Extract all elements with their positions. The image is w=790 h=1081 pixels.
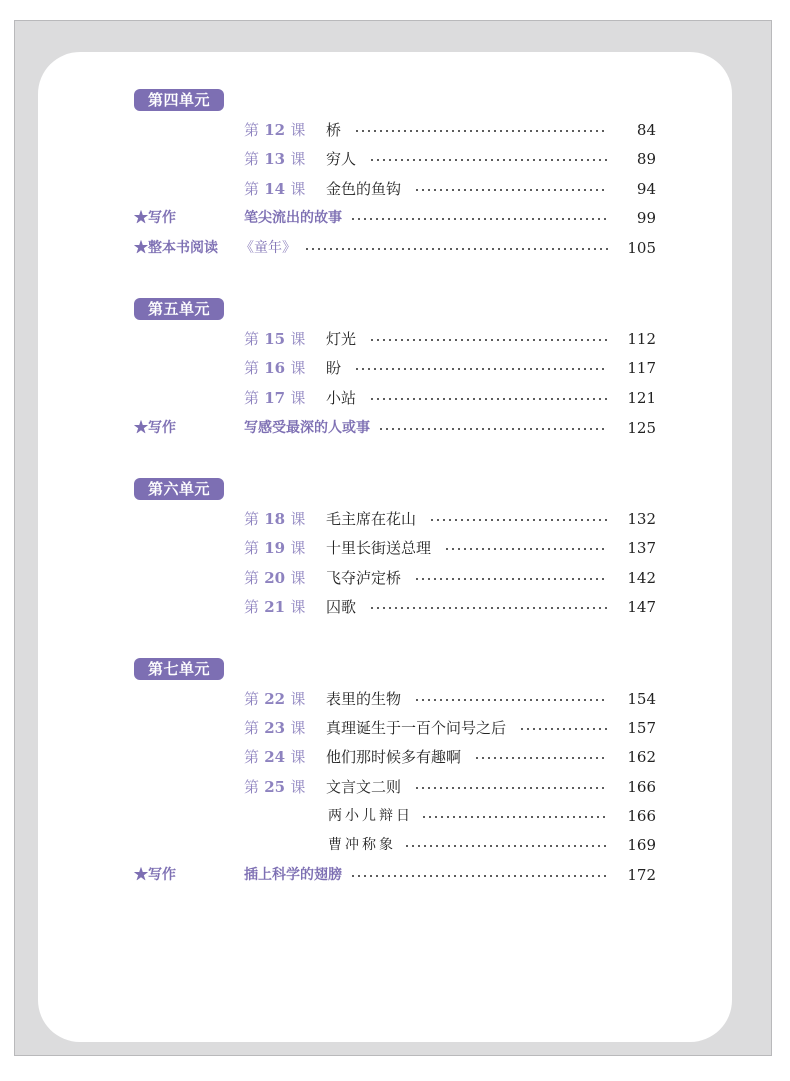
lesson-prefix: 第 — [244, 569, 260, 587]
dot-leader — [414, 578, 608, 580]
dot-leader — [429, 519, 608, 521]
lesson-suffix: 课 — [290, 359, 306, 377]
lesson-num: 17 — [259, 389, 291, 407]
lesson-num: 23 — [259, 719, 291, 737]
lesson-prefix: 第 — [244, 330, 260, 348]
toc-entry[interactable] — [0, 567, 790, 589]
lesson-num: 18 — [259, 510, 291, 528]
toc-entry[interactable] — [0, 717, 790, 739]
lesson-title: 飞夺泸定桥 — [326, 567, 405, 589]
page-number: 84 — [636, 121, 656, 139]
dot-leader — [414, 189, 608, 191]
lesson-number — [244, 776, 305, 798]
page-number: 99 — [636, 209, 656, 227]
lesson-num: 25 — [259, 778, 291, 796]
lesson-num: 12 — [259, 121, 291, 139]
toc-entry[interactable] — [0, 688, 790, 710]
dot-leader — [304, 248, 608, 250]
lesson-num: 22 — [259, 690, 291, 708]
page-number: 154 — [627, 690, 656, 708]
lesson-prefix: 第 — [244, 778, 260, 796]
lesson-suffix: 课 — [290, 510, 306, 528]
lesson-suffix: 课 — [290, 598, 306, 616]
lesson-prefix: 第 — [244, 150, 260, 168]
page-number: 166 — [627, 807, 656, 825]
lesson-number — [244, 537, 305, 559]
lesson-title: 囚歌 — [326, 596, 360, 618]
dot-leader — [444, 548, 608, 550]
lesson-num: 14 — [259, 180, 291, 198]
lesson-prefix: 第 — [244, 598, 260, 616]
page-number: 137 — [627, 539, 656, 557]
lesson-suffix: 课 — [290, 569, 306, 587]
lesson-number — [244, 357, 305, 379]
lesson-num: 13 — [259, 150, 291, 168]
page-number: 94 — [636, 180, 656, 198]
lesson-suffix: 课 — [290, 330, 306, 348]
lesson-title: 毛主席在花山 — [326, 508, 420, 530]
lesson-number — [244, 567, 305, 589]
lesson-number — [244, 717, 305, 739]
page-number: 172 — [627, 866, 656, 884]
page-number: 112 — [627, 330, 656, 348]
lesson-prefix: 第 — [244, 510, 260, 528]
lesson-suffix: 课 — [290, 180, 306, 198]
page-number: 125 — [627, 419, 656, 437]
lesson-prefix: 第 — [244, 539, 260, 557]
section-tag: ★写作 — [134, 210, 176, 226]
lesson-title: 桥 — [326, 119, 345, 141]
toc-entry[interactable] — [0, 596, 790, 618]
page-number: 162 — [627, 748, 656, 766]
dot-leader — [378, 428, 608, 430]
lesson-number — [244, 148, 305, 170]
lesson-number — [244, 119, 305, 141]
lesson-prefix: 第 — [244, 180, 260, 198]
unit-heading: 第七单元 — [134, 658, 224, 680]
lesson-num: 15 — [259, 330, 291, 348]
lesson-title: 小站 — [326, 387, 360, 409]
toc-entry[interactable] — [0, 746, 790, 768]
lesson-title: 表里的生物 — [326, 688, 405, 710]
unit-heading: 第六单元 — [134, 478, 224, 500]
toc-entry[interactable] — [0, 148, 790, 170]
dot-leader — [350, 875, 608, 877]
page-number: 166 — [627, 778, 656, 796]
page-number: 157 — [627, 719, 656, 737]
sub-lesson-title: 曹冲称象 — [328, 837, 396, 853]
lesson-title: 盼 — [326, 357, 345, 379]
lesson-number — [244, 178, 305, 200]
lesson-suffix: 课 — [290, 690, 306, 708]
toc-entry[interactable] — [0, 776, 790, 798]
toc-entry[interactable] — [0, 537, 790, 559]
lesson-suffix: 课 — [290, 539, 306, 557]
unit-heading: 第四单元 — [134, 89, 224, 111]
toc-entry[interactable] — [0, 805, 790, 827]
lesson-num: 19 — [259, 539, 291, 557]
section-title: 笔尖流出的故事 — [244, 210, 342, 226]
page-number: 132 — [627, 510, 656, 528]
lesson-prefix: 第 — [244, 359, 260, 377]
section-title: 《童年》 — [240, 240, 296, 256]
toc-entry[interactable] — [0, 864, 790, 886]
dot-leader — [369, 607, 608, 609]
lesson-title: 他们那时候多有趣啊 — [326, 746, 465, 768]
dot-leader — [421, 816, 608, 818]
page-number: 89 — [636, 150, 656, 168]
lesson-title: 金色的鱼钩 — [326, 178, 405, 200]
dot-leader — [354, 368, 608, 370]
lesson-number — [244, 387, 305, 409]
lesson-number — [244, 328, 305, 350]
dot-leader — [369, 159, 608, 161]
dot-leader — [369, 398, 608, 400]
lesson-number — [244, 596, 305, 618]
toc-entry[interactable] — [0, 508, 790, 530]
section-title: 写感受最深的人或事 — [244, 420, 370, 436]
toc-entry[interactable] — [0, 237, 790, 259]
lesson-num: 20 — [259, 569, 291, 587]
dot-leader — [350, 218, 608, 220]
toc-entry[interactable] — [0, 417, 790, 439]
section-tag: ★写作 — [134, 420, 176, 436]
dot-leader — [474, 757, 608, 759]
toc-entry[interactable] — [0, 357, 790, 379]
page-number: 169 — [627, 836, 656, 854]
lesson-num: 16 — [259, 359, 291, 377]
dot-leader — [354, 130, 608, 132]
section-tag: ★整本书阅读 — [134, 240, 218, 256]
lesson-title: 文言文二则 — [326, 776, 405, 798]
dot-leader — [414, 699, 608, 701]
sub-lesson-title: 两小儿辩日 — [328, 808, 413, 824]
lesson-prefix: 第 — [244, 121, 260, 139]
page-number: 105 — [627, 239, 656, 257]
unit-heading: 第五单元 — [134, 298, 224, 320]
lesson-number — [244, 508, 305, 530]
lesson-number — [244, 688, 305, 710]
lesson-num: 21 — [259, 598, 291, 616]
toc-entry[interactable] — [0, 178, 790, 200]
dot-leader — [404, 845, 608, 847]
lesson-title: 穷人 — [326, 148, 360, 170]
section-tag: ★写作 — [134, 867, 176, 883]
dot-leader — [369, 339, 608, 341]
lesson-prefix: 第 — [244, 690, 260, 708]
page-number: 147 — [627, 598, 656, 616]
toc-entry[interactable] — [0, 207, 790, 229]
lesson-suffix: 课 — [290, 121, 306, 139]
lesson-number — [244, 746, 305, 768]
lesson-suffix: 课 — [290, 389, 306, 407]
toc-entry[interactable] — [0, 834, 790, 856]
lesson-suffix: 课 — [290, 748, 306, 766]
toc-entry[interactable] — [0, 119, 790, 141]
lesson-suffix: 课 — [290, 719, 306, 737]
lesson-prefix: 第 — [244, 748, 260, 766]
dot-leader — [414, 787, 608, 789]
lesson-prefix: 第 — [244, 389, 260, 407]
lesson-title: 真理诞生于一百个问号之后 — [326, 717, 510, 739]
dot-leader — [519, 728, 608, 730]
lesson-title: 十里长街送总理 — [326, 537, 435, 559]
page-number: 117 — [627, 359, 656, 377]
section-title: 插上科学的翅膀 — [244, 867, 342, 883]
lesson-prefix: 第 — [244, 719, 260, 737]
page-number: 121 — [627, 389, 656, 407]
lesson-suffix: 课 — [290, 778, 306, 796]
toc-entry[interactable] — [0, 328, 790, 350]
toc-entry[interactable] — [0, 387, 790, 409]
lesson-suffix: 课 — [290, 150, 306, 168]
lesson-num: 24 — [259, 748, 291, 766]
page-number: 142 — [627, 569, 656, 587]
lesson-title: 灯光 — [326, 328, 360, 350]
